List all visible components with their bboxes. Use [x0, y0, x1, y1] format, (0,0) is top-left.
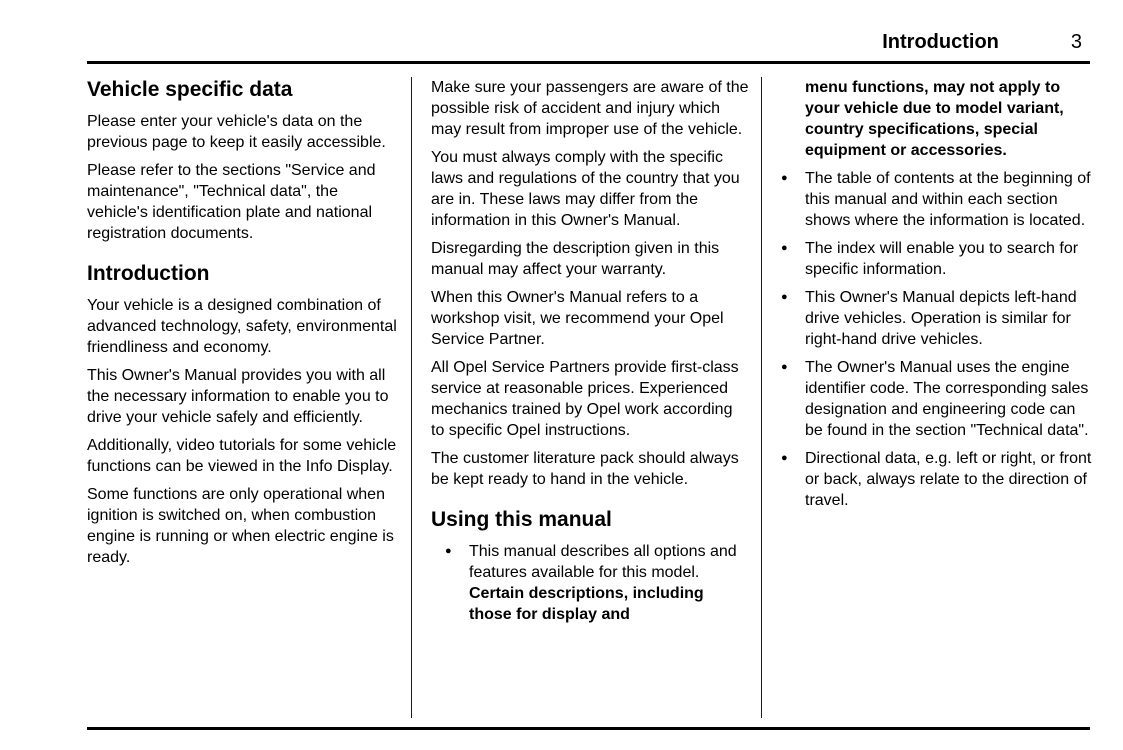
bullet-icon: ● — [781, 361, 788, 373]
paragraph: This Owner's Manual provides you with all the necessary information to enable you to drive your vehicle safely and efficiently. — [87, 367, 389, 426]
bullet-icon: ● — [781, 452, 788, 464]
page-header — [87, 30, 1090, 54]
list-item — [781, 168, 1092, 231]
list-item — [781, 448, 1092, 511]
column-1 — [87, 77, 411, 718]
bullet-icon: ● — [781, 242, 788, 254]
list-item-text: The index will enable you to search for specific information. — [805, 240, 1079, 278]
list-item-text: This Owner's Manual depicts left-hand drive vehicles. Operation is similar for right-hand drive vehicles. — [805, 289, 1077, 348]
paragraph: Please refer to the sections "Service and maintenance", "Technical data", the vehicle's identification plate and national registration documents. — [87, 162, 376, 242]
column-2 — [412, 77, 761, 718]
list-item-text-bold: Certain descriptions, including those for display and — [469, 585, 704, 623]
list-item-text: The table of contents at the beginning of this manual and within each section shows where the information is located. — [805, 170, 1091, 229]
list-item — [781, 238, 1092, 280]
list-item — [445, 541, 749, 625]
heading-introduction: Introduction — [87, 262, 210, 285]
paragraph-bold-continuation: menu functions, may not apply to your vehicle due to model variant, country specifications, special equipment or accessories. — [805, 79, 1064, 159]
bullet-icon: ● — [781, 172, 788, 184]
chapter-title: Introduction — [882, 31, 999, 53]
footer-rule — [87, 727, 1090, 730]
bullet-icon: ● — [781, 291, 788, 303]
list-item-text: The Owner's Manual uses the engine identifier code. The corresponding sales designation and engineering code can be found in the section "Technical data". — [805, 359, 1089, 439]
paragraph: Please enter your vehicle's data on the previous page to keep it easily accessible. — [87, 113, 386, 151]
header-rule — [87, 61, 1090, 64]
bullet-icon: ● — [445, 545, 452, 557]
list-item-text-regular: This manual describes all options and features available for this model. — [469, 543, 737, 581]
list-item — [781, 357, 1092, 441]
paragraph: Your vehicle is a designed combination of advanced technology, safety, environmental friendliness and economy. — [87, 297, 397, 356]
list-item — [781, 287, 1092, 350]
content-columns — [87, 77, 1090, 718]
paragraph: You must always comply with the specific laws and regulations of the country that you are in. These laws may differ from the information in this Owner's Manual. — [431, 149, 740, 229]
heading-using-this-manual: Using this manual — [431, 508, 612, 531]
column-3 — [762, 77, 1092, 718]
paragraph: Some functions are only operational when ignition is switched on, when combustion engine is running or when electric engine is ready. — [87, 486, 394, 566]
page-number: 3 — [1070, 31, 1082, 53]
paragraph: All Opel Service Partners provide first-class service at reasonable prices. Experienced mechanics trained by Opel work according to specific Opel instructions. — [431, 359, 739, 439]
paragraph: Make sure your passengers are aware of the possible risk of accident and injury which may result from improper use of the vehicle. — [431, 79, 749, 138]
paragraph: Additionally, video tutorials for some vehicle functions can be viewed in the Info Display. — [87, 437, 397, 475]
paragraph: The customer literature pack should always be kept ready to hand in the vehicle. — [431, 450, 739, 488]
heading-vehicle-specific-data: Vehicle specific data — [87, 78, 293, 101]
list-item-text — [469, 541, 749, 625]
paragraph: Disregarding the description given in this manual may affect your warranty. — [431, 240, 720, 278]
paragraph: When this Owner's Manual refers to a workshop visit, we recommend your Opel Service Partner. — [431, 289, 724, 348]
list-item-text: Directional data, e.g. left or right, or front or back, always relate to the direction of travel. — [805, 450, 1092, 509]
